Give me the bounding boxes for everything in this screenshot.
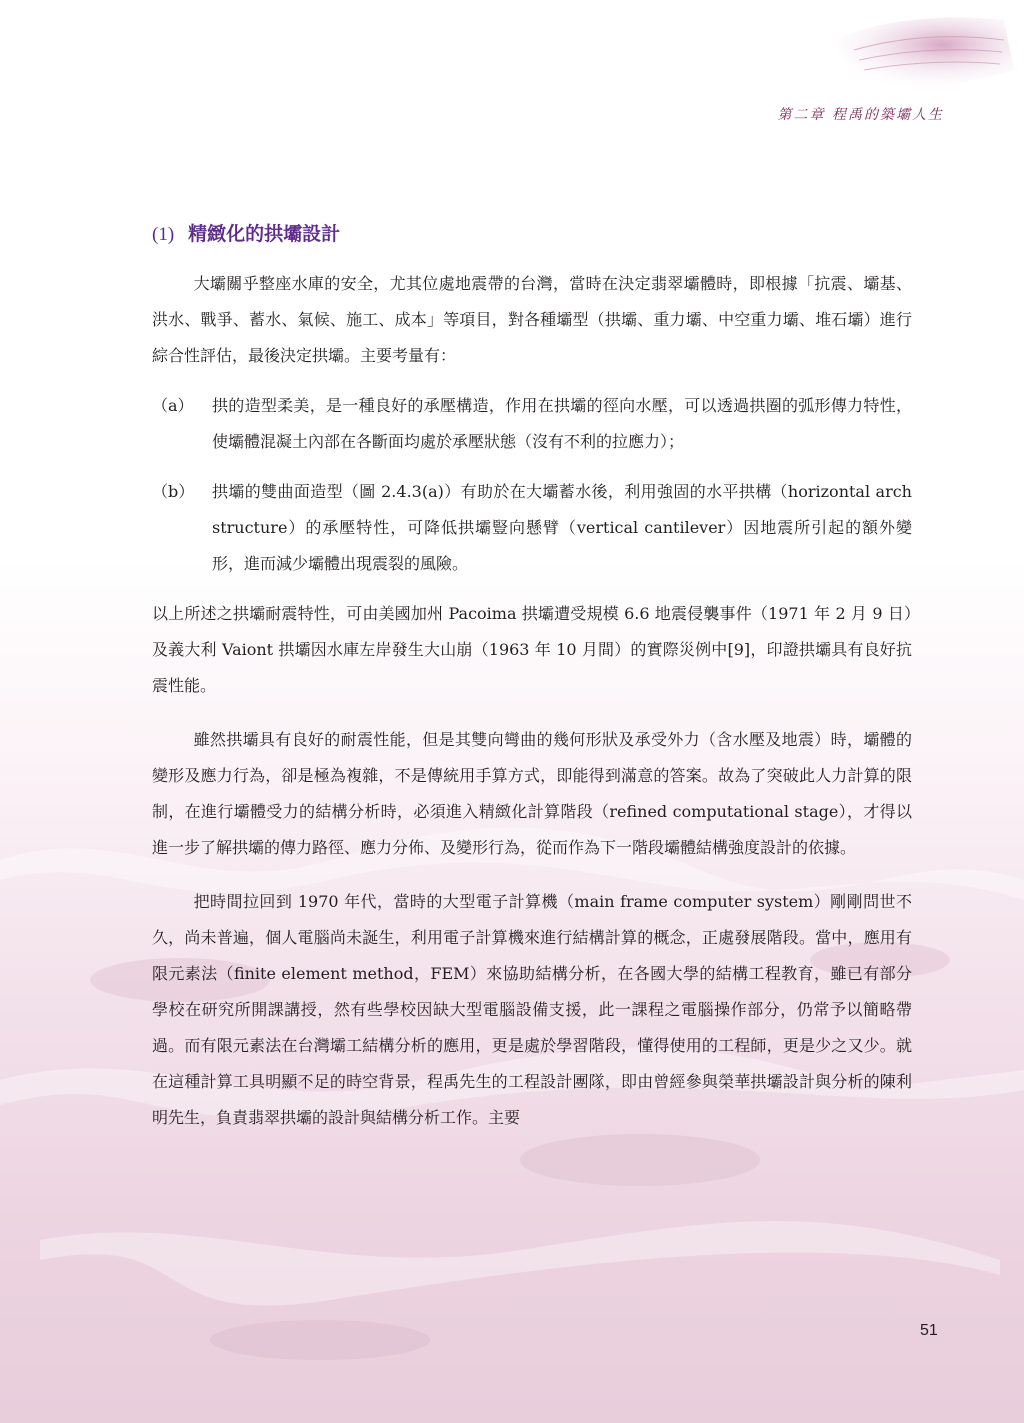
section-title-text: 精緻化的拱壩設計 xyxy=(188,223,341,245)
list-label-b: （b） xyxy=(152,482,195,501)
paragraph-intro: 大壩關乎整座水庫的安全，尤其位處地震帶的台灣，當時在決定翡翠壩體時，即根據「抗震、壩基、洪水、戰爭、蓄水、氣候、施工、成本」等項目，對各種壩型（拱壩、重力壩、中空重力壩、堆石壩）進行綜合性評估，最後決定拱壩。主要考量有： xyxy=(152,274,912,365)
list-item-a xyxy=(152,388,912,460)
list-label-a: （a） xyxy=(152,396,194,415)
list-text-a: 拱的造型柔美，是一種良好的承壓構造，作用在拱壩的徑向水壓，可以透過拱圈的弧形傳力特性，使壩體混凝土內部在各斷面均處於承壓狀態（沒有不利的拉應力）； xyxy=(212,396,912,451)
list-text-b: 拱壩的雙曲面造型（圖 2.4.3(a)）有助於在大壩蓄水後，利用強固的水平拱構（horizontal arch structure）的承壓特性，可降低拱壩豎向懸臂（vertical cantilever）因地震所引起的額外變形，進而減少壩體出現震裂的風險。 xyxy=(212,482,912,573)
chapter-header: 第二章 程禹的築壩人生 xyxy=(777,107,944,123)
paragraph-seismic: 以上所述之拱壩耐震特性，可由美國加州 Pacoima 拱壩遭受規模 6.6 地震侵襲事件（1971 年 2 月 9 日）及義大利 Vaiont 拱壩因水庫左岸發生大山崩（1963 年 10 月間）的實際災例中[9]，印證拱壩具有良好抗震性能。 xyxy=(152,604,912,695)
section-number: (1) xyxy=(152,224,175,245)
section-title xyxy=(152,219,340,246)
paragraph-analysis: 雖然拱壩具有良好的耐震性能，但是其雙向彎曲的幾何形狀及承受外力（含水壓及地震）時，壩體的變形及應力行為，卻是極為複雜，不是傳統用手算方式，即能得到滿意的答案。故為了突破此人力計算的限制，在進行壩體受力的結構分析時，必須進入精緻化計算階段（refined computational stage），才得以進一步了解拱壩的傳力路徑、應力分佈、及變形行為，從而作為下一階段壩體結構強度設計的依據。 xyxy=(152,730,912,857)
corner-decoration xyxy=(814,0,1024,100)
page-number: 51 xyxy=(920,1322,938,1339)
list-item-b xyxy=(152,474,912,582)
paragraph-history: 把時間拉回到 1970 年代，當時的大型電子計算機（main frame computer system）剛剛問世不久，尚未普遍，個人電腦尚未誕生，利用電子計算機來進行結構計算的概念，正處發展階段。當中，應用有限元素法（finite element method，FEM）來協助結構分析，在各國大學的結構工程教育，雖已有部分學校在研究所開課講授，然有些學校因缺大型電腦設備支援，此一課程之電腦操作部分，仍常予以簡略帶過。而有限元素法在台灣壩工結構分析的應用，更是處於學習階段，懂得使用的工程師，更是少之又少。就在這種計算工具明顯不足的時空背景，程禹先生的工程設計團隊，即由曾經參與榮華拱壩設計與分析的陳利明先生，負責翡翠拱壩的設計與結構分析工作。主要 xyxy=(152,892,912,1127)
body-text xyxy=(152,266,912,1136)
